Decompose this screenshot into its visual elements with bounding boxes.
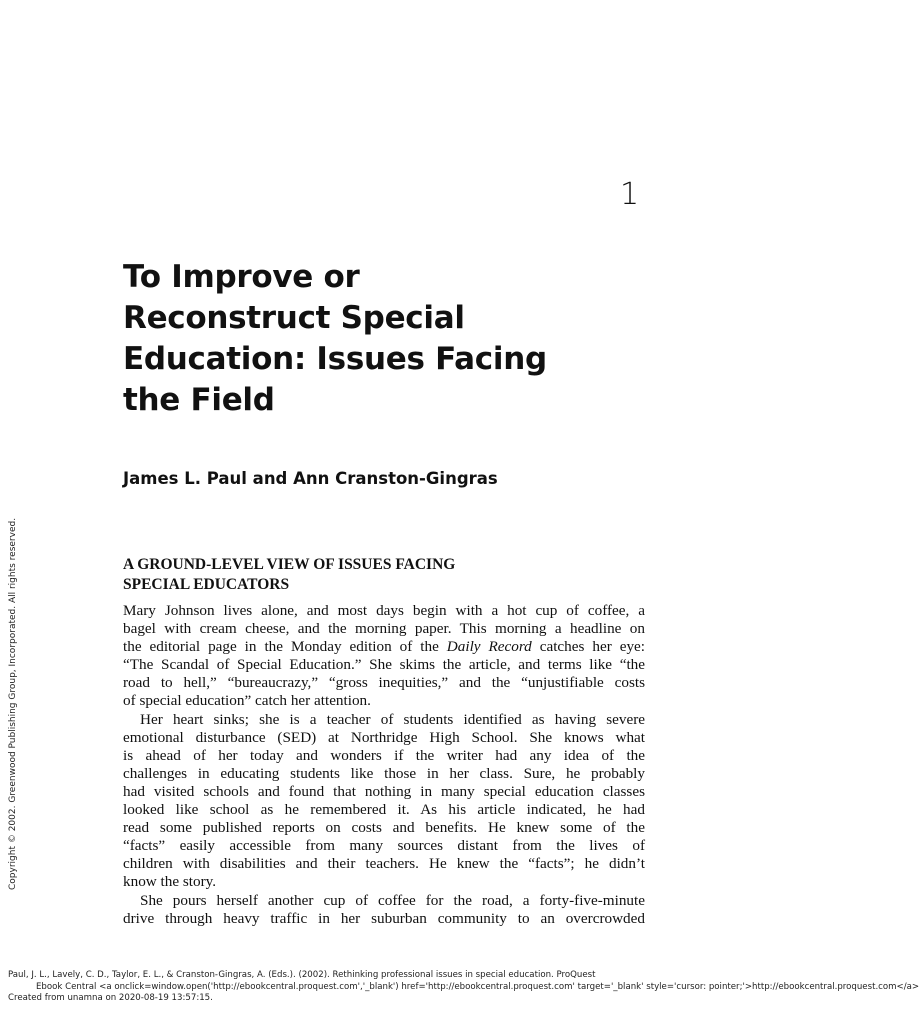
body-line-text: the editorial page in the Monday edition of the [123,638,447,656]
newspaper-name: Daily Record [446,638,532,656]
body-line: is ahead of her today and wonders if the writer had any idea of the [123,746,645,764]
side-copyright-notice: Copyright © 2002. Greenwood Publishing Group, Incorporated. All rights reserved. [8,517,18,890]
chapter-title-line: the Field [123,382,275,418]
footer-created: Created from unamna on 2020-08-19 13:57:15. [8,993,213,1003]
chapter-authors: James L. Paul and Ann Cranston-Gingras [123,469,498,488]
section-heading [123,555,455,595]
body-line: drive through heavy traffic in her suburban community to an overcrowded [123,909,645,927]
body-line-text: catches her eye: [531,638,646,656]
body-line: of special education” catch her attention. [123,692,371,710]
body-line [123,638,645,656]
body-line: looked like school as he remembered it. As his article indicated, he had [123,801,645,819]
body-line: challenges in educating students like those in her class. Sure, he probably [123,764,645,782]
body-line: children with disabilities and their teachers. He knew the “facts”; he didn’t [123,855,645,873]
body-text [123,602,645,928]
chapter-title [123,257,593,421]
chapter-title-line: Education: Issues Facing [123,341,547,377]
chapter-title-line: To Improve or [123,259,360,295]
body-line: Her heart sinks; she is a teacher of students identified as having severe [140,710,645,728]
body-line: had visited schools and found that nothing in many special education classes [123,782,645,800]
footer-citation: Paul, J. L., Lavely, C. D., Taylor, E. L., & Cranston-Gingras, A. (Eds.). (2002). Rethinking professional issues in special education. ProQuest [8,970,596,980]
body-line: Mary Johnson lives alone, and most days begin with a hot cup of coffee, a [123,602,645,619]
body-line: “The Scandal of Special Education.” She skims the article, and terms like “the [123,656,645,674]
section-heading-line: A GROUND-LEVEL VIEW OF ISSUES FACING [123,556,456,573]
chapter-title-line: Reconstruct Special [123,300,465,336]
citation-footer [8,970,919,1005]
body-line: road to hell,” “bureaucrazy,” “gross inequities,” and the “unjustifiable costs [123,674,645,692]
body-line: emotional disturbance (SED) at Northridge High School. She knows what [123,728,645,746]
body-line: She pours herself another cup of coffee for the road, a forty-five-minute [140,891,645,909]
body-line: read some published reports on costs and benefits. He knew some of the [123,819,645,837]
body-line: bagel with cream cheese, and the morning paper. This morning a headline on [123,620,645,638]
body-line: “facts” easily accessible from many sources distant from the lives of [123,837,645,855]
body-line: know the story. [123,873,217,891]
section-heading-line: SPECIAL EDUCATORS [123,576,290,593]
footer-source-link[interactable]: Ebook Central <a onclick=window.open('http://ebookcentral.proquest.com','_blank') href='http://ebookcentral.proquest.com' target='_blank' style='cursor: pointer;'>http://ebookcentral.proquest.com</a> [36,981,919,992]
chapter-number: 1 [620,177,640,212]
